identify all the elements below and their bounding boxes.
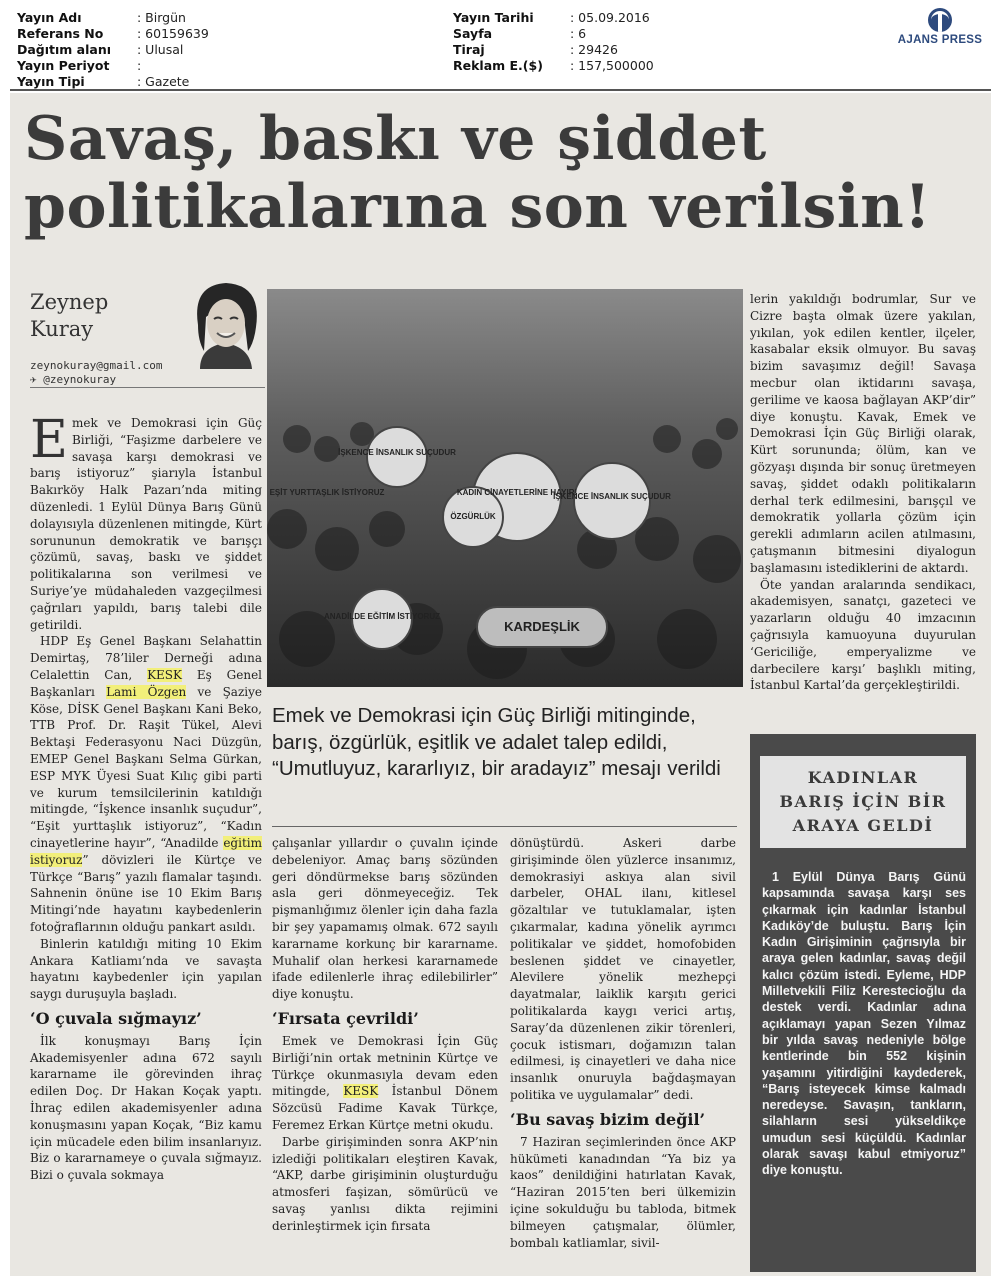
author-first-name: Zeynep (30, 290, 109, 314)
author-email: zeynokuray@gmail.com (30, 359, 163, 372)
meta-value: : (137, 58, 142, 73)
paragraph-text: Emek ve Demokrasi İçin Güç Birliği’nin ortak metninin Kürtçe ve Türkçe okunmasıyla devam eden mitingde, (272, 1033, 498, 1099)
sidebar-title-line: BARIŞ İÇİN BİR (779, 792, 947, 811)
meta-left (17, 10, 209, 90)
meta-label: Tiraj (453, 42, 485, 57)
sidebar-title (760, 756, 966, 848)
newspaper-clipping (10, 93, 991, 1276)
highlighted-term: KESK (343, 1084, 379, 1099)
header-divider (10, 89, 991, 91)
article-column-4 (750, 291, 976, 694)
photo-caption: Emek ve Demokrasi için Güç Birliği mitinginde, barış, özgürlük, eşitlik ve adalet talep edildi, “Umutluyuz, kararlıyız, bir aradayız” mesajı verildi (272, 704, 721, 780)
paragraph-text: İstanbul Dönem Sözcüsü Fadime Kavak Türkçe, Feremez Erkan Kürtçe metni okudu. (272, 1084, 498, 1132)
protest-sign (367, 427, 427, 487)
paragraph (30, 410, 262, 633)
author-twitter-handle: @zeynokuray (43, 373, 117, 386)
author-block (30, 289, 163, 386)
paragraph: çalışanlar yıllardır o çuvalın içinde debeleniyor. Amaç barış sözünden geri döndürmekse barış sözünden asla geri dönmeyeceğiz. Tek pişmanlığımız ölenler için daha fazla bir şey yapamamış olmak. 672 sayılı kararname korkunç bir kararname. Muhalif olan herkesi kararnamede ifade edilenlerle ihraç edilebilirler” diye konuştu. (272, 836, 498, 1002)
author-last-name: Kuray (30, 317, 94, 341)
sidebar-title-line: ARAYA GELDİ (792, 816, 934, 835)
highlighted-term: eğitim istiyoruz (30, 835, 262, 867)
meta-row-ad-value (453, 58, 654, 74)
drop-cap: E (30, 410, 68, 470)
paragraph-text: HDP Eş Genel Başkanı Selahattin Demirtaş, 78’liler Derneği adına Celalettin Can, (30, 634, 262, 682)
caption-divider (272, 826, 737, 827)
paragraph: Binlerin katıldığı miting 10 Ekim Ankara Katliamı’nda ve savaşta hayatını kaybedenler için yapılan saygı duruşuyla başladı. (30, 936, 262, 1002)
paragraph: lerin yakıldığı bodrumlar, Sur ve Cizre başta olmak üzere yakılan, yıkılan, yok edilen kentler, ilçeler, kasabalar eksik olmuyor. Bu savaş bizim savaşımız değil! Savaşa mecbur olan iktidarını savaşa, gerilime ve kaosa bağlayan AKP’dir” diye konuştu. Kavak, Emek ve Demokrasi İçin Güç Birliği olarak, Kürt sorununda; ölüm, kan ve gözyaşı dışında bir sonuç üretmeyen savaş, şiddet odaklı politikaların derhal terk edilmesini, barışçıl ve demokratik yollarla çözüm için gerekli adımların acilen atılmasını, çatışmanın bitmesini diyalogun başlamasını istediklerini de aktardı. (750, 292, 976, 575)
ajans-press-logo-icon (928, 8, 952, 32)
subheading: ‘Fırsata çevrildi’ (272, 1008, 419, 1028)
sidebar-body (762, 869, 966, 1179)
meta-value: : 29426 (570, 42, 618, 57)
meta-row-reference (17, 26, 209, 42)
meta-label: Reklam E.($) (453, 58, 543, 73)
meta-row-page (453, 26, 654, 42)
meta-label: Sayfa (453, 26, 493, 41)
article-column-1 (30, 410, 263, 1184)
logo-text: AJANS PRESS (897, 34, 983, 46)
author-contact (30, 359, 270, 387)
sign-label: KADIN CİNAYETLERİNE HAYIR! (456, 488, 578, 497)
meta-value: : Birgün (137, 10, 186, 25)
highlighted-term: KESK (147, 667, 182, 682)
twitter-bird-icon: ✈ (30, 373, 44, 386)
meta-label: Yayın Adı (17, 10, 82, 25)
paragraph: 1 Eylül Dünya Barış Günü kapsamında savaşa karşı ses çıkarmak için kadınlar İstanbul Kadıköy’de buluştu. Barış İçin Kadın Girişiminin çağrısıyla bir araya gelen kadınlar, savaş değil kalıcı çözüm istedi. Eyleme, HDP Milletvekili Filiz Kerestecioğlu da destek verdi. Kadınlar adına açıklamayı yapan Sezen Yılmaz bir yılda savaş nedeniyle bölge kentlerinde bin 552 kişinin yaşamını yitirdiğini kaydederek, “Barış isteyecek kimse kalmadı neredeyse. Savaşın, tankların, silahların sesi yükseldikçe umudun sesi küçüldü. Kadınlar olarak savaşı kabul etmiyoruz” diye konuştu. (762, 870, 966, 1178)
rally-photo (267, 289, 743, 687)
paragraph: dönüştürdü. Askeri darbe girişiminde ölen yüzlerce insanımız, demokrasiyi askıya alan sivil darbeler, OHAL ilanı, kitlesel gözaltılar ve tutuklamalar, işten çıkarmalar, kadına yönelik ayrımcı politikalar ve şiddet, homofobiden beslenen şiddet ve cinayetler, Alevilere yönelik mezhepçi dayatmalar, laiklik karşıtı gerici politikalarda kaygı verici artış, Saray’da düzenlenen zikir törenleri, çocuk istismarı, doğamızın talan edilmesi, iş cinayetleri ve daha nice insanlık onuruyla bağdaşmayan politika ve uygulamalar” dedi. (510, 836, 736, 1102)
meta-row-date (453, 10, 654, 26)
sign-label: ÖZGÜRLÜK (450, 512, 496, 521)
sign-label: ANADİLDE EĞİTİM İSTİYORUZ (324, 612, 440, 621)
meta-label: Yayın Tipi (17, 74, 85, 89)
author-divider (30, 387, 265, 388)
meta-value: : 05.09.2016 (570, 10, 650, 25)
article-column-2 (272, 835, 498, 1235)
sign-label: İŞKENCE İNSANLIK SUÇUDUR (338, 448, 456, 457)
meta-row-publication (17, 10, 209, 26)
paragraph-text: Eş Genel Başkanları (30, 667, 263, 699)
meta-label: Dağıtım alanı (17, 42, 112, 57)
protest-sign (574, 463, 650, 539)
meta-row-circulation (453, 42, 654, 58)
meta-row-period (17, 58, 209, 74)
meta-value: : 157,500000 (570, 58, 654, 73)
meta-value: : Gazete (137, 74, 190, 89)
paragraph-text: ” dövizleri ile Kürtçe ve Türkçe “Barış” yazılı flamalar taşındı. Sahnenin önüne ise 10 Ekim Barış Mitingi’nde hayatını kaybedenlerin fotoğraflarının olduğu pankart asıldı. (30, 852, 262, 934)
paragraph (30, 633, 262, 935)
paragraph-text: mek ve Demokrasi için Güç Birliği, “Faşizme darbelere ve savaşa karşı demokrasi ve barış istiyoruz” şiarıyla İstanbul Bakırköy Halk Pazarı’nda miting düzenledi. 1 Eylül Dünya Barış Günü dolayısıyla düzenlenen mitingde, Kürt sorununun demokratik ve barışçı çözümü, savaş, baskı ve şiddet politikalarına son verilmesi ve Suriye’ye müdahaleden vazgeçilmesi çağrıları yapıldı, barış talebi dile getirildi. (30, 416, 262, 632)
meta-row-type (17, 74, 209, 90)
meta-label: Yayın Tarihi (453, 10, 534, 25)
paragraph: Darbe girişiminden sonra AKP’nin izlediği politikaları eleştiren Kavak, “AKP, darbe girişiminin oluşturduğu atmosferi faşizan, sömürücü ve savaş yanlısı dikta rejimini derinleştirmek için fırsata (272, 1134, 498, 1233)
paragraph-text: ve Şaziye Köse, DİSK Genel Başkanı Kani Beko, TTB Prof. Dr. Raşit Tükel, Alevi Bektaşi Federasyonu Naci Düzgün, EMEP Genel Başkanı Selma Gürkan, ESP MYK Üyesi Suat Kılıç gibi parti ve kurum temsilcilerinin katıldığı mitingde, “İşkence insanlık suçudur”, “Eşit yurttaşlık istiyoruz”, “Kadın cinayetlerine hayır”, “Anadilde (30, 684, 262, 850)
paragraph (272, 1033, 498, 1134)
subheading: ‘O çuvala sığmayız’ (30, 1008, 202, 1028)
author-twitter (30, 373, 270, 387)
subheading: ‘Bu savaş bizim değil’ (510, 1109, 706, 1129)
sign-label: EŞİT YURTTAŞLIK İSTİYORUZ (269, 488, 385, 497)
meta-label: Referans No (17, 26, 104, 41)
paragraph: Öte yandan aralarında sendikacı, akademisyen, sanatçı, gazeteci ve yazarların olduğu 40 imzacının çağrısıyla kamuoyuna duyurulan ‘Gericiliğe, emperyalizme ve darbecilere karşı’ başlıklı miting, İstanbul Kartal’da gerçekleştirildi. (750, 577, 976, 693)
sign-label: İŞKENCE İNSANLIK SUÇUDUR (553, 492, 671, 501)
banner-label: KARDEŞLİK (504, 619, 580, 634)
meta-value: : 6 (570, 26, 587, 41)
meta-right (453, 10, 654, 74)
sidebar-title-line: KADINLAR (807, 768, 919, 787)
meta-value: : Ulusal (137, 42, 184, 57)
meta-row-distribution (17, 42, 209, 58)
meta-label: Yayın Periyot (17, 58, 110, 73)
meta-value: : 60159639 (137, 26, 209, 41)
article-column-3 (510, 835, 736, 1251)
sidebar-box (750, 734, 976, 1272)
article-headline: Savaş, baskı ve şiddet politikalarına son verilsin! (24, 104, 932, 242)
highlighted-term: Lami Özgen (106, 684, 187, 699)
ajans-press-logo (890, 8, 990, 50)
paragraph: 7 Haziran seçimlerinden önce AKP hükümeti kanadından “Ya biz ya kaos” denildiğini hatırlatan Kavak, “Haziran 2015’ten beri ülkemizin içine sokulduğu bu tabloda, bitmek bilmeyen çatışmalar, ölümler, bombalı katliamlar, sivil- (510, 1134, 736, 1250)
paragraph: İlk konuşmayı Barış İçin Akademisyenler adına 672 sayılı kararname ile görevinden ihraç edilen Doç. Dr Hakan Koçak yaptı. İhraç edilen akademisyenler adına konuşmasını yapan Koçak, “Biz kamu için mücadele eden bilim insanlarıyız. Biz o kararnameye o çuvala sığmayız. Bizi o çuvala sokmaya (30, 1033, 262, 1183)
